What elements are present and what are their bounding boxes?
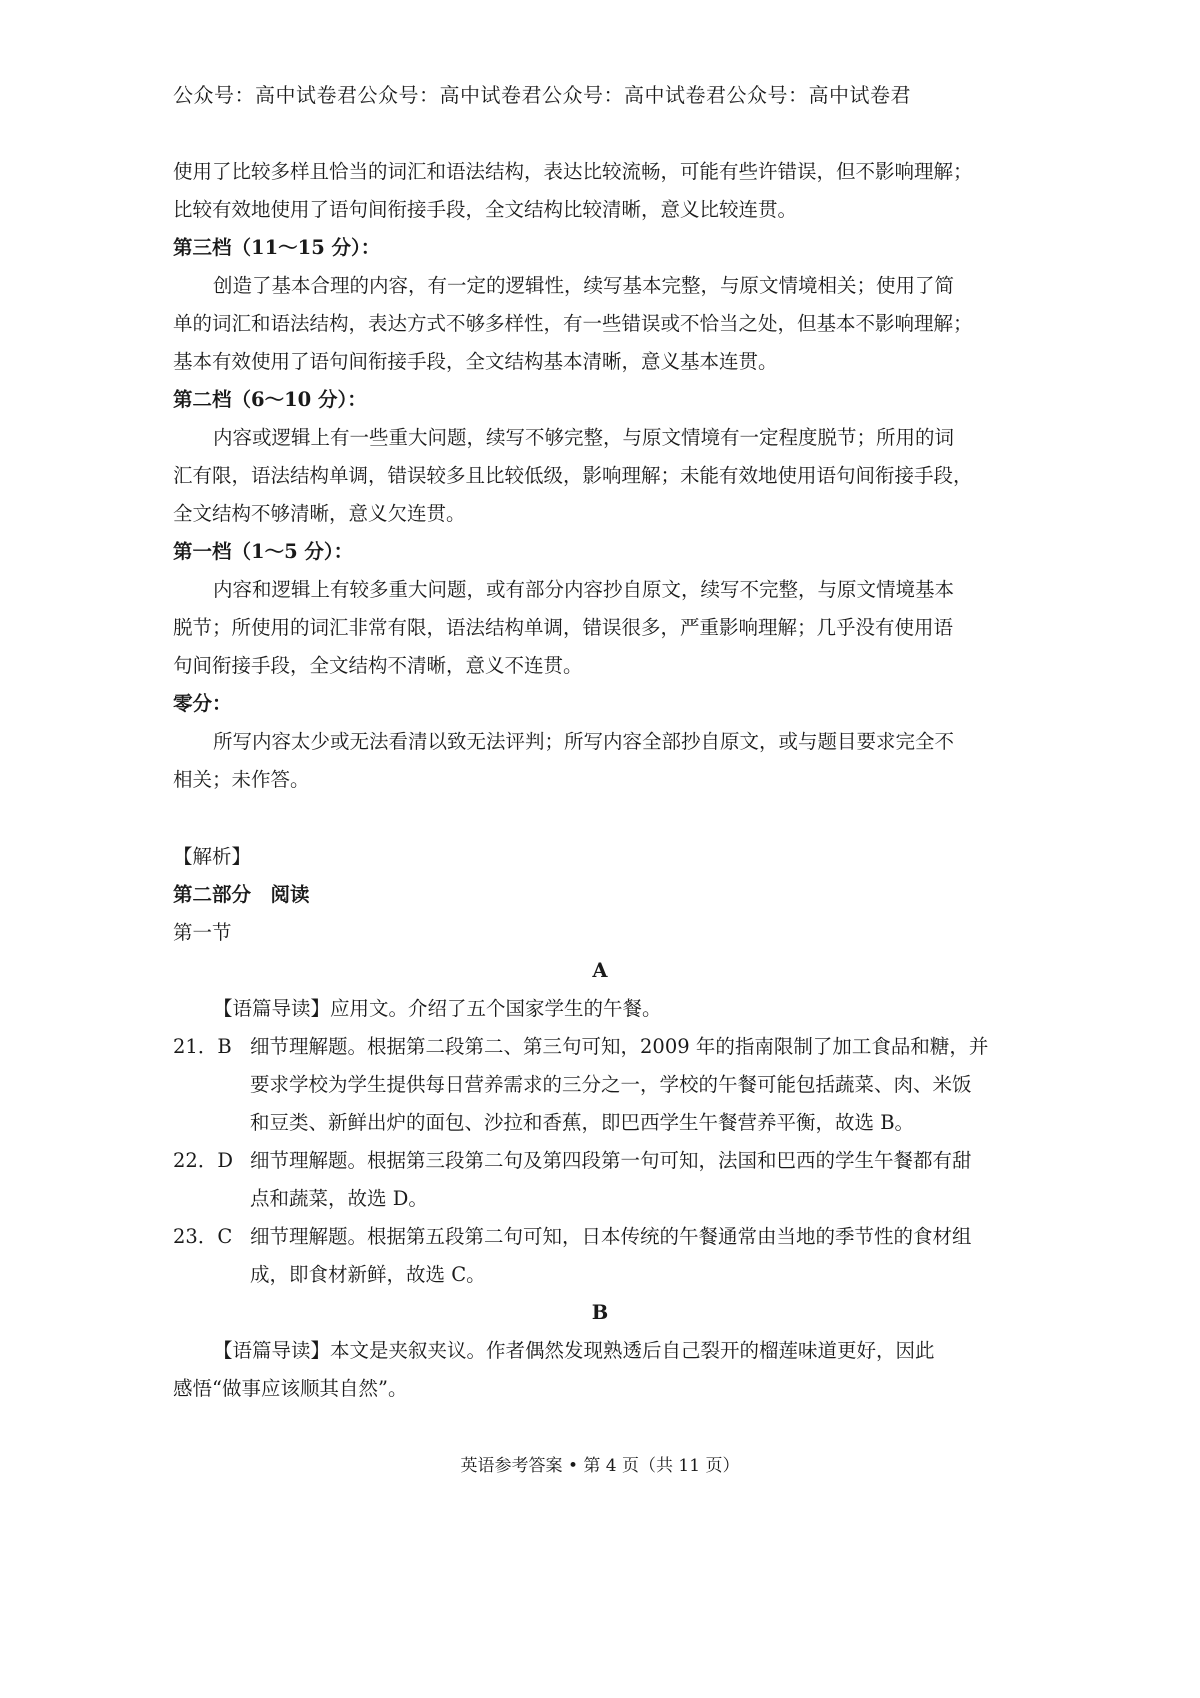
continuation-line-1: 使用了比较多样且恰当的词汇和语法结构，表达比较流畅，可能有些许错误，但不影响理解；	[173, 160, 973, 183]
tier-3-line-1: 创造了基本合理的内容，有一定的逻辑性，续写基本完整，与原文情境相关；使用了简	[213, 274, 955, 297]
passage-a-guide: 【语篇导读】应用文。介绍了五个国家学生的午餐。	[213, 997, 662, 1020]
answer-23-label: 23．C	[173, 1225, 233, 1248]
answer-21-line-2: 要求学校为学生提供每日营养需求的三分之一，学校的午餐可能包括蔬菜、肉、米饭	[250, 1073, 972, 1096]
tier-1-heading: 第一档（1～5 分）：	[173, 540, 354, 563]
tier-3-line-2: 单的词汇和语法结构，表达方式不够多样性，有一些错误或不恰当之处，但基本不影响理解；	[173, 312, 973, 335]
answer-23-line-2: 成，即食材新鲜，故选 C。	[250, 1263, 486, 1286]
tier-2-line-2: 汇有限，语法结构单调，错误较多且比较低级，影响理解；未能有效地使用语句间衔接手段，	[173, 464, 973, 487]
tier-0-heading: 零分：	[173, 692, 232, 715]
analysis-title: 【解析】	[173, 845, 252, 868]
tier-2-line-1: 内容或逻辑上有一些重大问题，续写不够完整，与原文情境有一定程度脱节；所用的词	[213, 426, 955, 449]
passage-b-guide-line-2: 感悟“做事应该顺其自然”。	[173, 1377, 408, 1400]
passage-b-letter: B	[591, 1301, 609, 1324]
tier-2-line-3: 全文结构不够清晰，意义欠连贯。	[173, 502, 466, 525]
tier-3-line-3: 基本有效使用了语句间衔接手段，全文结构基本清晰，意义基本连贯。	[173, 350, 778, 373]
tier-3-heading: 第三档（11～15 分）：	[173, 236, 381, 259]
answer-22-label: 22．D	[173, 1149, 233, 1172]
answer-21-line-1: 细节理解题。根据第二段第二、第三句可知，2009 年的指南限制了加工食品和糖，并	[250, 1035, 989, 1058]
answer-22-line-2: 点和蔬菜，故选 D。	[250, 1187, 428, 1210]
page-footer: 英语参考答案 • 第 4 页（共 11 页）	[460, 1456, 740, 1476]
section-heading: 第一节	[173, 921, 232, 944]
answer-21-label: 21．B	[173, 1035, 232, 1058]
answer-23-line-1: 细节理解题。根据第五段第二句可知，日本传统的午餐通常由当地的季节性的食材组	[250, 1225, 972, 1248]
tier-0-line-1: 所写内容太少或无法看清以致无法评判；所写内容全部抄自原文，或与题目要求完全不	[213, 730, 955, 753]
tier-0-line-2: 相关；未作答。	[173, 768, 310, 791]
answer-21-line-3: 和豆类、新鲜出炉的面包、沙拉和香蕉，即巴西学生午餐营养平衡，故选 B。	[250, 1111, 915, 1134]
tier-2-heading: 第二档（6～10 分）：	[173, 388, 367, 411]
tier-1-line-1: 内容和逻辑上有较多重大问题，或有部分内容抄自原文，续写不完整，与原文情境基本	[213, 578, 955, 601]
page-header-watermark: 公众号：高中试卷君公众号：高中试卷君公众号：高中试卷君公众号：高中试卷君	[173, 83, 911, 107]
tier-1-line-3: 句间衔接手段，全文结构不清晰，意义不连贯。	[173, 654, 583, 677]
passage-a-letter: A	[592, 959, 608, 982]
passage-b-guide-line-1: 【语篇导读】本文是夹叙夹议。作者偶然发现熟透后自己裂开的榴莲味道更好，因此	[213, 1339, 935, 1362]
part-heading: 第二部分 阅读	[173, 883, 310, 906]
continuation-line-2: 比较有效地使用了语句间衔接手段，全文结构比较清晰，意义比较连贯。	[173, 198, 798, 221]
answer-22-line-1: 细节理解题。根据第三段第二句及第四段第一句可知，法国和巴西的学生午餐都有甜	[250, 1149, 972, 1172]
tier-1-line-2: 脱节；所使用的词汇非常有限，语法结构单调，错误很多，严重影响理解；几乎没有使用语	[173, 616, 954, 639]
